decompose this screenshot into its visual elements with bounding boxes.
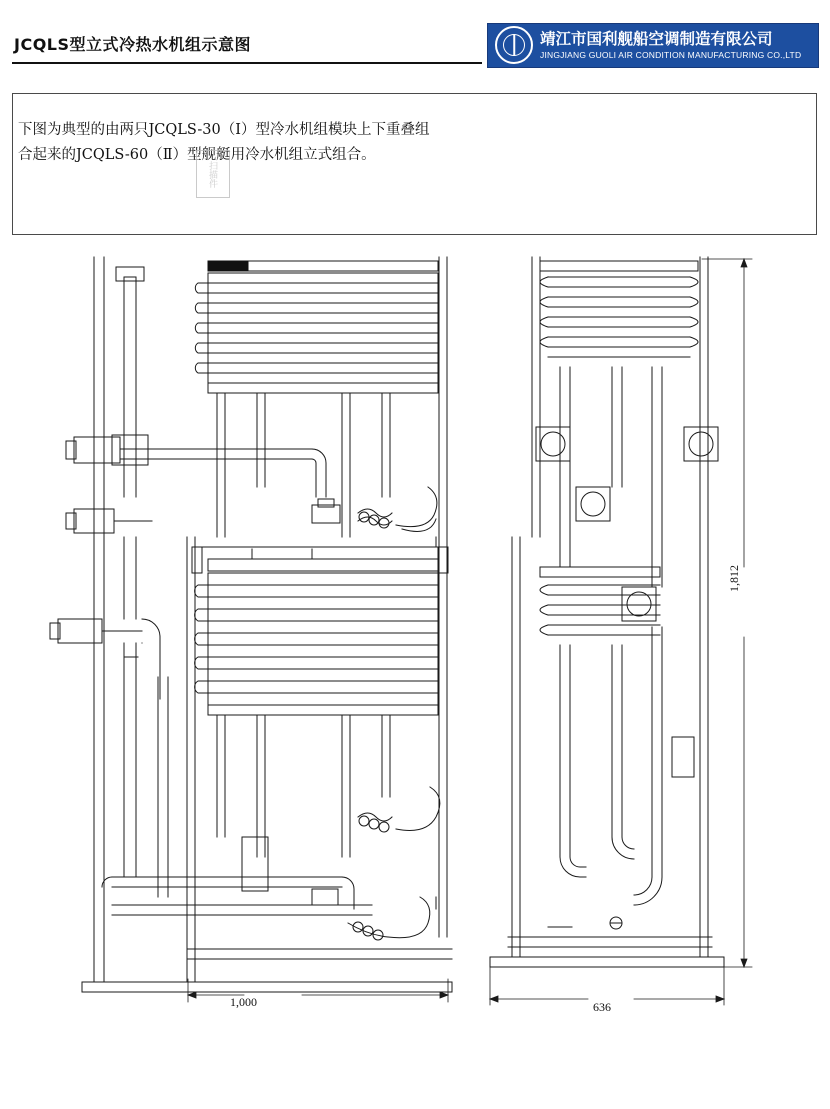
circular-emblem-icon [495,26,533,64]
technical-drawing [12,237,817,1047]
page-title: JCQLS型立式冷热水机组示意图 [14,35,252,54]
dimension-overall-width: 1,000 [230,995,257,1009]
page-header [0,0,830,80]
dimension-side-width: 636 [593,1000,611,1014]
company-name-cn: 靖江市国利舰船空调制造有限公司 [540,30,773,48]
stamp-mark: 扫描件 [196,150,230,198]
title-underline [12,62,482,64]
company-name-en: JINGJIANG GUOLI AIR CONDITION MANUFACTURING CO.,LTD [540,50,802,60]
assembly-line-drawing [12,237,817,1047]
description-text: 下图为典型的由两只JCQLS-30（Ⅰ）型冷水机组模块上下重叠组合起来的JCQLS-60（Ⅱ）型舰艇用冷水机组立式组合。 [18,122,430,163]
dimension-overall-height: 1,812 [727,565,741,592]
